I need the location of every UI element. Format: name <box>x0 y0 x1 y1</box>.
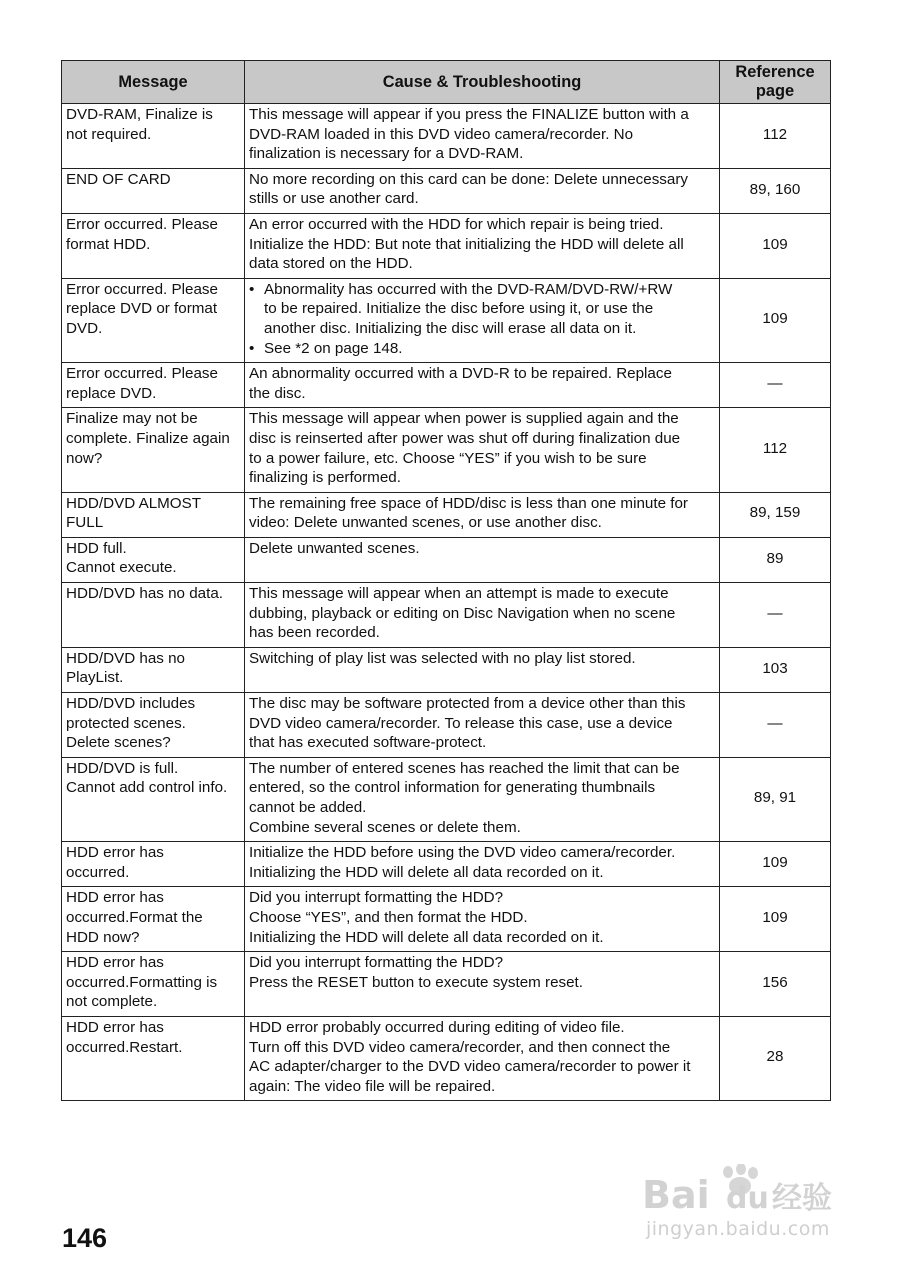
table-row <box>62 693 831 758</box>
cause-bullet-item <box>249 339 715 359</box>
table-row <box>62 842 831 887</box>
cause-line: AC adapter/charger to the DVD video camera/recorder to power it <box>249 1058 691 1076</box>
cause-line: The number of entered scenes has reached the limit that can be <box>249 759 680 777</box>
message-line: HDD/DVD has no data. <box>66 585 224 603</box>
table-row <box>62 168 831 213</box>
svg-text:经验: 经验 <box>772 1181 832 1216</box>
message-cell <box>62 583 245 648</box>
cause-line: An abnormality occurred with a DVD-R to be repaired. Replace <box>249 365 672 383</box>
message-line: HDD/DVD is full. <box>66 759 179 777</box>
cause-cell <box>245 492 720 537</box>
cause-cell <box>245 887 720 952</box>
cause-line: DVD video camera/recorder. To release this case, use a device <box>249 714 673 732</box>
cause-cell <box>245 693 720 758</box>
message-line: DVD. <box>66 319 103 337</box>
message-line: format HDD. <box>66 235 151 253</box>
cause-line: another disc. Initializing the disc will erase all data on it. <box>264 319 637 337</box>
cause-line: Did you interrupt formatting the HDD? <box>249 889 504 907</box>
message-cell <box>62 363 245 408</box>
message-cell <box>62 842 245 887</box>
cause-line: disc is reinserted after power was shut off during finalization due <box>249 429 681 447</box>
cause-cell <box>245 408 720 492</box>
message-cell <box>62 887 245 952</box>
cause-line: the disc. <box>249 384 306 402</box>
cause-line: This message will appear when an attempt is made to execute <box>249 585 669 603</box>
table-row <box>62 583 831 648</box>
message-line: now? <box>66 449 103 467</box>
message-cell <box>62 213 245 278</box>
message-line: DVD-RAM, Finalize is <box>66 106 213 123</box>
message-line: occurred.Formatting is <box>66 973 218 991</box>
message-cell <box>62 1016 245 1100</box>
cause-cell <box>245 168 720 213</box>
message-line: occurred.Format the <box>66 908 203 926</box>
message-line: not required. <box>66 125 152 143</box>
svg-text:Bai: Bai <box>642 1173 710 1216</box>
message-line: HDD error has <box>66 954 164 972</box>
reference-page-cell: 103 <box>720 647 831 692</box>
cause-line: cannot be added. <box>249 799 367 816</box>
cause-cell <box>245 537 720 582</box>
cause-line: DVD-RAM loaded in this DVD video camera/recorder. No <box>249 125 634 143</box>
header-reference-page <box>720 61 831 104</box>
table-row <box>62 757 831 841</box>
cause-line: This message will appear when power is supplied again and the <box>249 410 679 428</box>
cause-line: No more recording on this card can be done: Delete unnecessary <box>249 170 688 188</box>
cause-cell <box>245 583 720 648</box>
cause-line: Turn off this DVD video camera/recorder, and then connect the <box>249 1038 671 1056</box>
cause-line: Initializing the HDD will delete all data recorded on it. <box>249 863 604 881</box>
header-reference-line: Reference <box>735 63 815 81</box>
cause-line: Initializing the HDD will delete all data recorded on it. <box>249 928 604 946</box>
cause-line: video: Delete unwanted scenes, or use another disc. <box>249 514 602 532</box>
message-cell <box>62 952 245 1017</box>
cause-cell <box>245 842 720 887</box>
message-cell <box>62 278 245 362</box>
cause-line: Delete unwanted scenes. <box>249 539 420 557</box>
table-row <box>62 363 831 408</box>
cause-cell <box>245 213 720 278</box>
cause-line: HDD error probably occurred during editing of video file. <box>249 1018 625 1036</box>
message-line: PlayList. <box>66 669 124 687</box>
cause-line: to a power failure, etc. Choose “YES” if you wish to be sure <box>249 449 647 467</box>
table-row <box>62 104 831 169</box>
cause-line: • See *2 on page 148. <box>264 339 403 357</box>
cause-line: • Abnormality has occurred with the DVD-RAM/DVD-RW/+RW <box>264 280 673 298</box>
message-line: Finalize may not be <box>66 410 198 428</box>
message-line: occurred. <box>66 863 130 881</box>
message-line: HDD/DVD includes <box>66 695 196 713</box>
message-line: HDD error has <box>66 889 164 907</box>
cause-line: Initialize the HDD before using the DVD video camera/recorder. <box>249 844 676 862</box>
message-line: HDD full. <box>66 539 127 557</box>
cause-line: Combine several scenes or delete them. <box>249 818 521 836</box>
cause-line: entered, so the control information for generating thumbnails <box>249 779 656 797</box>
cause-line: finalizing is performed. <box>249 469 401 487</box>
message-line: Cannot add control info. <box>66 779 228 797</box>
message-line: occurred.Restart. <box>66 1038 183 1056</box>
cause-line: Press the RESET button to execute system reset. <box>249 973 583 991</box>
cause-bullet-item <box>249 280 715 339</box>
cause-cell <box>245 757 720 841</box>
cause-cell <box>245 1016 720 1100</box>
cause-line: This message will appear if you press the FINALIZE button with a <box>249 106 689 123</box>
table-row <box>62 887 831 952</box>
reference-page-cell: 112 <box>720 104 831 169</box>
message-line: END OF CARD <box>66 170 171 188</box>
message-line: Error occurred. Please <box>66 215 218 233</box>
table-row <box>62 1016 831 1100</box>
error-message-table <box>61 60 831 1101</box>
message-cell <box>62 492 245 537</box>
table-row <box>62 492 831 537</box>
table-row <box>62 952 831 1017</box>
message-line: not complete. <box>66 993 158 1011</box>
watermark-url: jingyan.baidu.com <box>646 1218 830 1240</box>
table-row <box>62 537 831 582</box>
reference-page-cell: 28 <box>720 1016 831 1100</box>
reference-page-cell: 109 <box>720 842 831 887</box>
reference-page-cell: — <box>720 693 831 758</box>
message-line: FULL <box>66 514 104 532</box>
reference-page-cell: — <box>720 583 831 648</box>
reference-page-cell: 89, 160 <box>720 168 831 213</box>
message-cell <box>62 757 245 841</box>
cause-line: that has executed software-protect. <box>249 734 487 752</box>
reference-page-cell: 89, 91 <box>720 757 831 841</box>
cause-line: finalization is necessary for a DVD-RAM. <box>249 145 524 163</box>
cause-cell <box>245 952 720 1017</box>
reference-page-cell: — <box>720 363 831 408</box>
reference-page-cell: 89 <box>720 537 831 582</box>
cause-cell <box>245 278 720 362</box>
message-line: Cannot execute. <box>66 559 177 577</box>
cause-line: Initialize the HDD: But note that initializing the HDD will delete all <box>249 235 684 253</box>
cause-line: dubbing, playback or editing on Disc Navigation when no scene <box>249 604 676 622</box>
svg-text:du: du <box>726 1181 769 1216</box>
cause-line: stills or use another card. <box>249 190 419 208</box>
cause-line: The remaining free space of HDD/disc is less than one minute for <box>249 494 688 512</box>
cause-cell <box>245 647 720 692</box>
page-number: 146 <box>62 1223 108 1253</box>
message-cell <box>62 104 245 169</box>
baidu-logo <box>640 1164 850 1216</box>
message-cell <box>62 168 245 213</box>
table-header-row <box>62 61 831 104</box>
table-row <box>62 647 831 692</box>
message-line: complete. Finalize again <box>66 429 230 447</box>
cause-line: data stored on the HDD. <box>249 255 413 273</box>
message-line: Error occurred. Please <box>66 365 218 383</box>
reference-page-cell: 112 <box>720 408 831 492</box>
reference-page-cell: 156 <box>720 952 831 1017</box>
message-line: HDD now? <box>66 928 140 946</box>
message-line: Error occurred. Please <box>66 280 218 298</box>
header-cause-troubleshooting: Cause & Troubleshooting <box>245 61 720 104</box>
cause-line: The disc may be software protected from a device other than this <box>249 695 686 713</box>
message-line: replace DVD. <box>66 384 157 402</box>
cause-cell <box>245 104 720 169</box>
baidu-jingyan-watermark <box>640 1152 860 1252</box>
message-line: HDD/DVD has no <box>66 649 186 667</box>
message-cell <box>62 408 245 492</box>
cause-line: Did you interrupt formatting the HDD? <box>249 954 504 972</box>
message-line: HDD/DVD ALMOST <box>66 494 202 512</box>
cause-line: has been recorded. <box>249 624 380 642</box>
cause-line: An error occurred with the HDD for which repair is being tried. <box>249 215 664 233</box>
message-cell <box>62 693 245 758</box>
table-row <box>62 278 831 362</box>
table-row <box>62 213 831 278</box>
cause-line: again: The video file will be repaired. <box>249 1077 496 1095</box>
message-line: HDD error has <box>66 1018 164 1036</box>
message-line: protected scenes. <box>66 714 186 732</box>
message-cell <box>62 647 245 692</box>
header-message: Message <box>62 61 245 104</box>
reference-page-cell: 109 <box>720 887 831 952</box>
cause-cell <box>245 363 720 408</box>
reference-page-cell: 89, 159 <box>720 492 831 537</box>
cause-bullet-list <box>249 280 715 358</box>
message-line: replace DVD or format <box>66 300 218 318</box>
cause-line: to be repaired. Initialize the disc before using it, or use the <box>264 300 654 318</box>
cause-line: Switching of play list was selected with no play list stored. <box>249 649 636 667</box>
table-row <box>62 408 831 492</box>
message-line: Delete scenes? <box>66 734 171 752</box>
header-page-line: page <box>755 82 795 100</box>
reference-page-cell: 109 <box>720 213 831 278</box>
cause-line: Choose “YES”, and then format the HDD. <box>249 908 528 926</box>
reference-page-cell: 109 <box>720 278 831 362</box>
message-line: HDD error has <box>66 844 164 862</box>
message-cell <box>62 537 245 582</box>
table-body <box>62 104 831 1101</box>
